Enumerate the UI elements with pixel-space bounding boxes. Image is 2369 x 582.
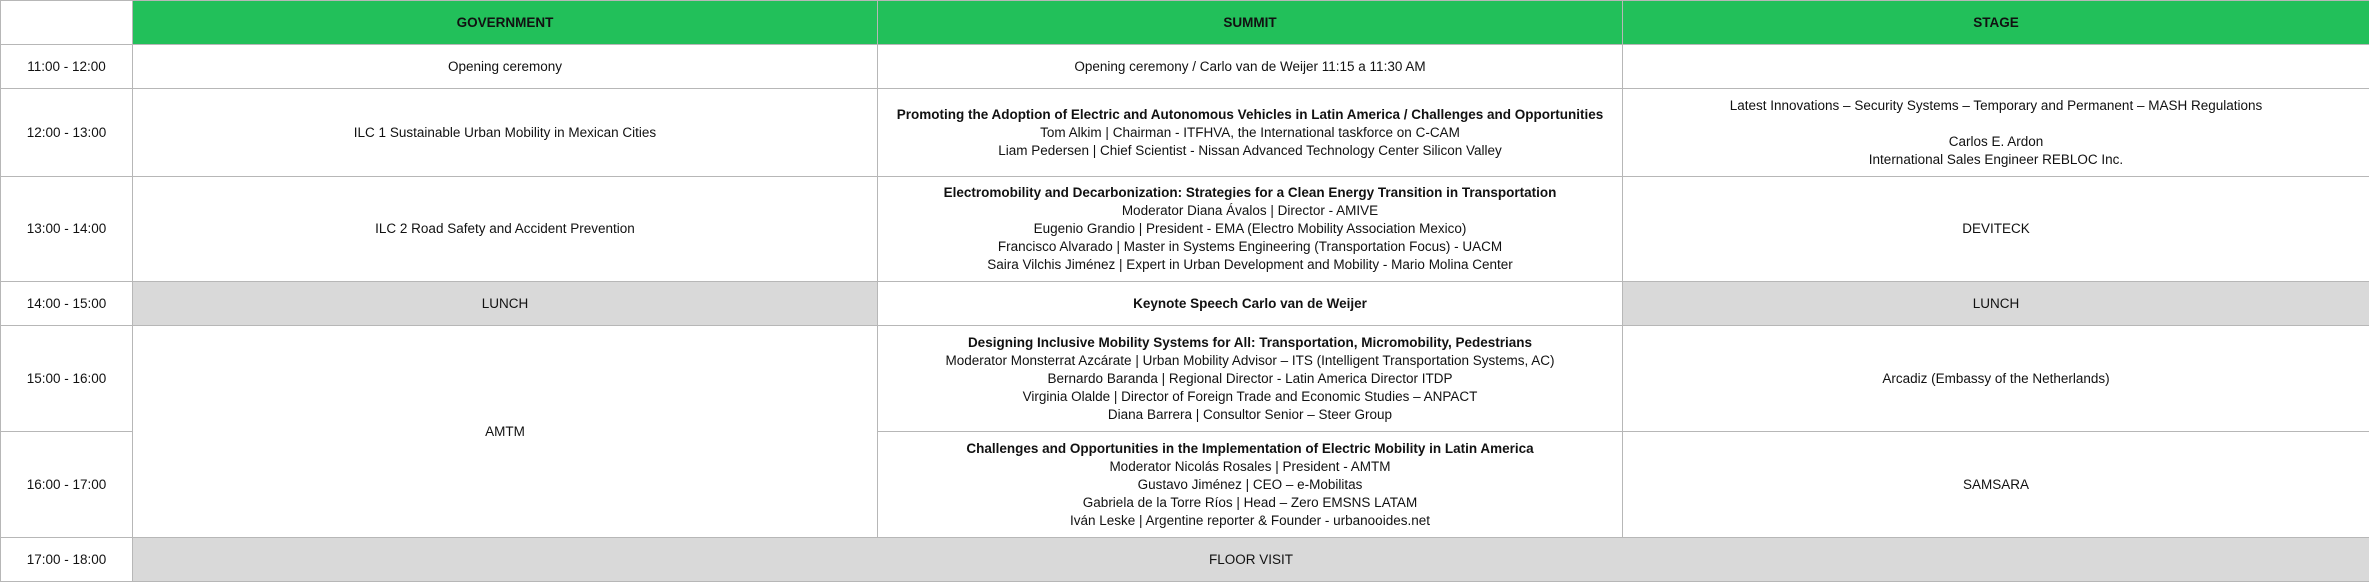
- header-row: [1, 1, 2369, 45]
- speaker-line: Gustavo Jiménez | CEO – e-Mobilitas: [1137, 476, 1363, 492]
- speaker-line: Gabriela de la Torre Ríos | Head – Zero EMSNS LATAM: [1082, 494, 1418, 510]
- government-cell: Opening ceremony: [133, 45, 878, 89]
- speaker-line: Eugenio Grandio | President - EMA (Electro Mobility Association Mexico): [1033, 221, 1467, 236]
- government-cell: ILC 2 Road Safety and Accident Prevention: [133, 177, 878, 282]
- time-cell: 16:00 - 17:00: [1, 432, 133, 538]
- speaker-line: Tom Alkim | Chairman - ITFHVA, the International taskforce on C-CAM: [1040, 124, 1460, 140]
- time-cell: 13:00 - 14:00: [1, 177, 133, 282]
- government-cell: LUNCH: [133, 282, 878, 326]
- summit-cell: Opening ceremony / Carlo van de Weijer 11:15 a 11:30 AM: [878, 45, 1623, 89]
- government-cell: AMTM: [133, 326, 878, 538]
- stage-cell: DEVITECK: [1623, 177, 2369, 282]
- speaker-line: Virginia Olalde | Director of Foreign Trade and Economic Studies – ANPACT: [1022, 388, 1478, 404]
- stage-title: Latest Innovations – Security Systems – Temporary and Permanent – MASH Regulations: [1729, 97, 2263, 113]
- time-cell: 15:00 - 16:00: [1, 326, 133, 432]
- session-title: Promoting the Adoption of Electric and Autonomous Vehicles in Latin America / Challenges and Opportunities: [896, 106, 1604, 122]
- table-row: [1, 89, 2369, 177]
- speaker-line: Bernardo Baranda | Regional Director - Latin America Director ITDP: [1047, 370, 1453, 386]
- header-government: GOVERNMENT: [133, 1, 878, 45]
- time-cell: 17:00 - 18:00: [1, 538, 133, 582]
- stage-cell: LUNCH: [1623, 282, 2369, 326]
- speaker-line: Saira Vilchis Jiménez | Expert in Urban Development and Mobility - Mario Molina Center: [987, 257, 1513, 272]
- header-stage: STAGE: [1623, 1, 2369, 45]
- session-title: Designing Inclusive Mobility Systems for All: Transportation, Micromobility, Pedestrians: [967, 334, 1533, 350]
- summit-cell: [878, 432, 1623, 538]
- time-cell: 11:00 - 12:00: [1, 45, 133, 89]
- government-cell: ILC 1 Sustainable Urban Mobility in Mexican Cities: [133, 89, 878, 177]
- stage-cell: [1623, 45, 2369, 89]
- stage-cell: SAMSARA: [1623, 432, 2369, 538]
- time-cell: 14:00 - 15:00: [1, 282, 133, 326]
- table-row: [1, 282, 2369, 326]
- summit-cell: [878, 177, 1623, 282]
- session-title: Challenges and Opportunities in the Implementation of Electric Mobility in Latin America: [966, 440, 1534, 456]
- speaker-line: Diana Barrera | Consultor Senior – Steer Group: [1107, 406, 1393, 422]
- speaker-line: Moderator Diana Ávalos | Director - AMIVE: [1121, 203, 1379, 218]
- speaker-name: Carlos E. Ardon: [1948, 133, 2044, 149]
- speaker-line: Iván Leske | Argentine reporter & Founder - urbanooides.net: [1070, 512, 1430, 528]
- speaker-line: Moderator Monsterrat Azcárate | Urban Mobility Advisor – ITS (Intelligent Transportation Systems, AC): [945, 352, 1555, 368]
- speaker-line: Moderator Nicolás Rosales | President - AMTM: [1109, 458, 1391, 474]
- time-cell: 12:00 - 13:00: [1, 89, 133, 177]
- table-row: [1, 45, 2369, 89]
- table-row: [1, 326, 2369, 432]
- spacer: [1627, 115, 2365, 133]
- floor-visit-cell: FLOOR VISIT: [133, 538, 2369, 582]
- corner-cell: [1, 1, 133, 45]
- stage-cell: Arcadiz (Embassy of the Netherlands): [1623, 326, 2369, 432]
- speaker-line: Francisco Alvarado | Master in Systems Engineering (Transportation Focus) - UACM: [997, 239, 1503, 254]
- stage-cell: [1623, 89, 2369, 177]
- summit-cell: Keynote Speech Carlo van de Weijer: [878, 282, 1623, 326]
- table-row: [1, 538, 2369, 582]
- summit-cell: [878, 326, 1623, 432]
- summit-cell: [878, 89, 1623, 177]
- session-title: Electromobility and Decarbonization: Strategies for a Clean Energy Transition in Transportation: [943, 185, 1557, 200]
- table-row: [1, 177, 2369, 282]
- speaker-line: Liam Pedersen | Chief Scientist - Nissan Advanced Technology Center Silicon Valley: [998, 142, 1502, 158]
- speaker-role: International Sales Engineer REBLOC Inc.: [1868, 151, 2124, 167]
- header-summit: SUMMIT: [878, 1, 1623, 45]
